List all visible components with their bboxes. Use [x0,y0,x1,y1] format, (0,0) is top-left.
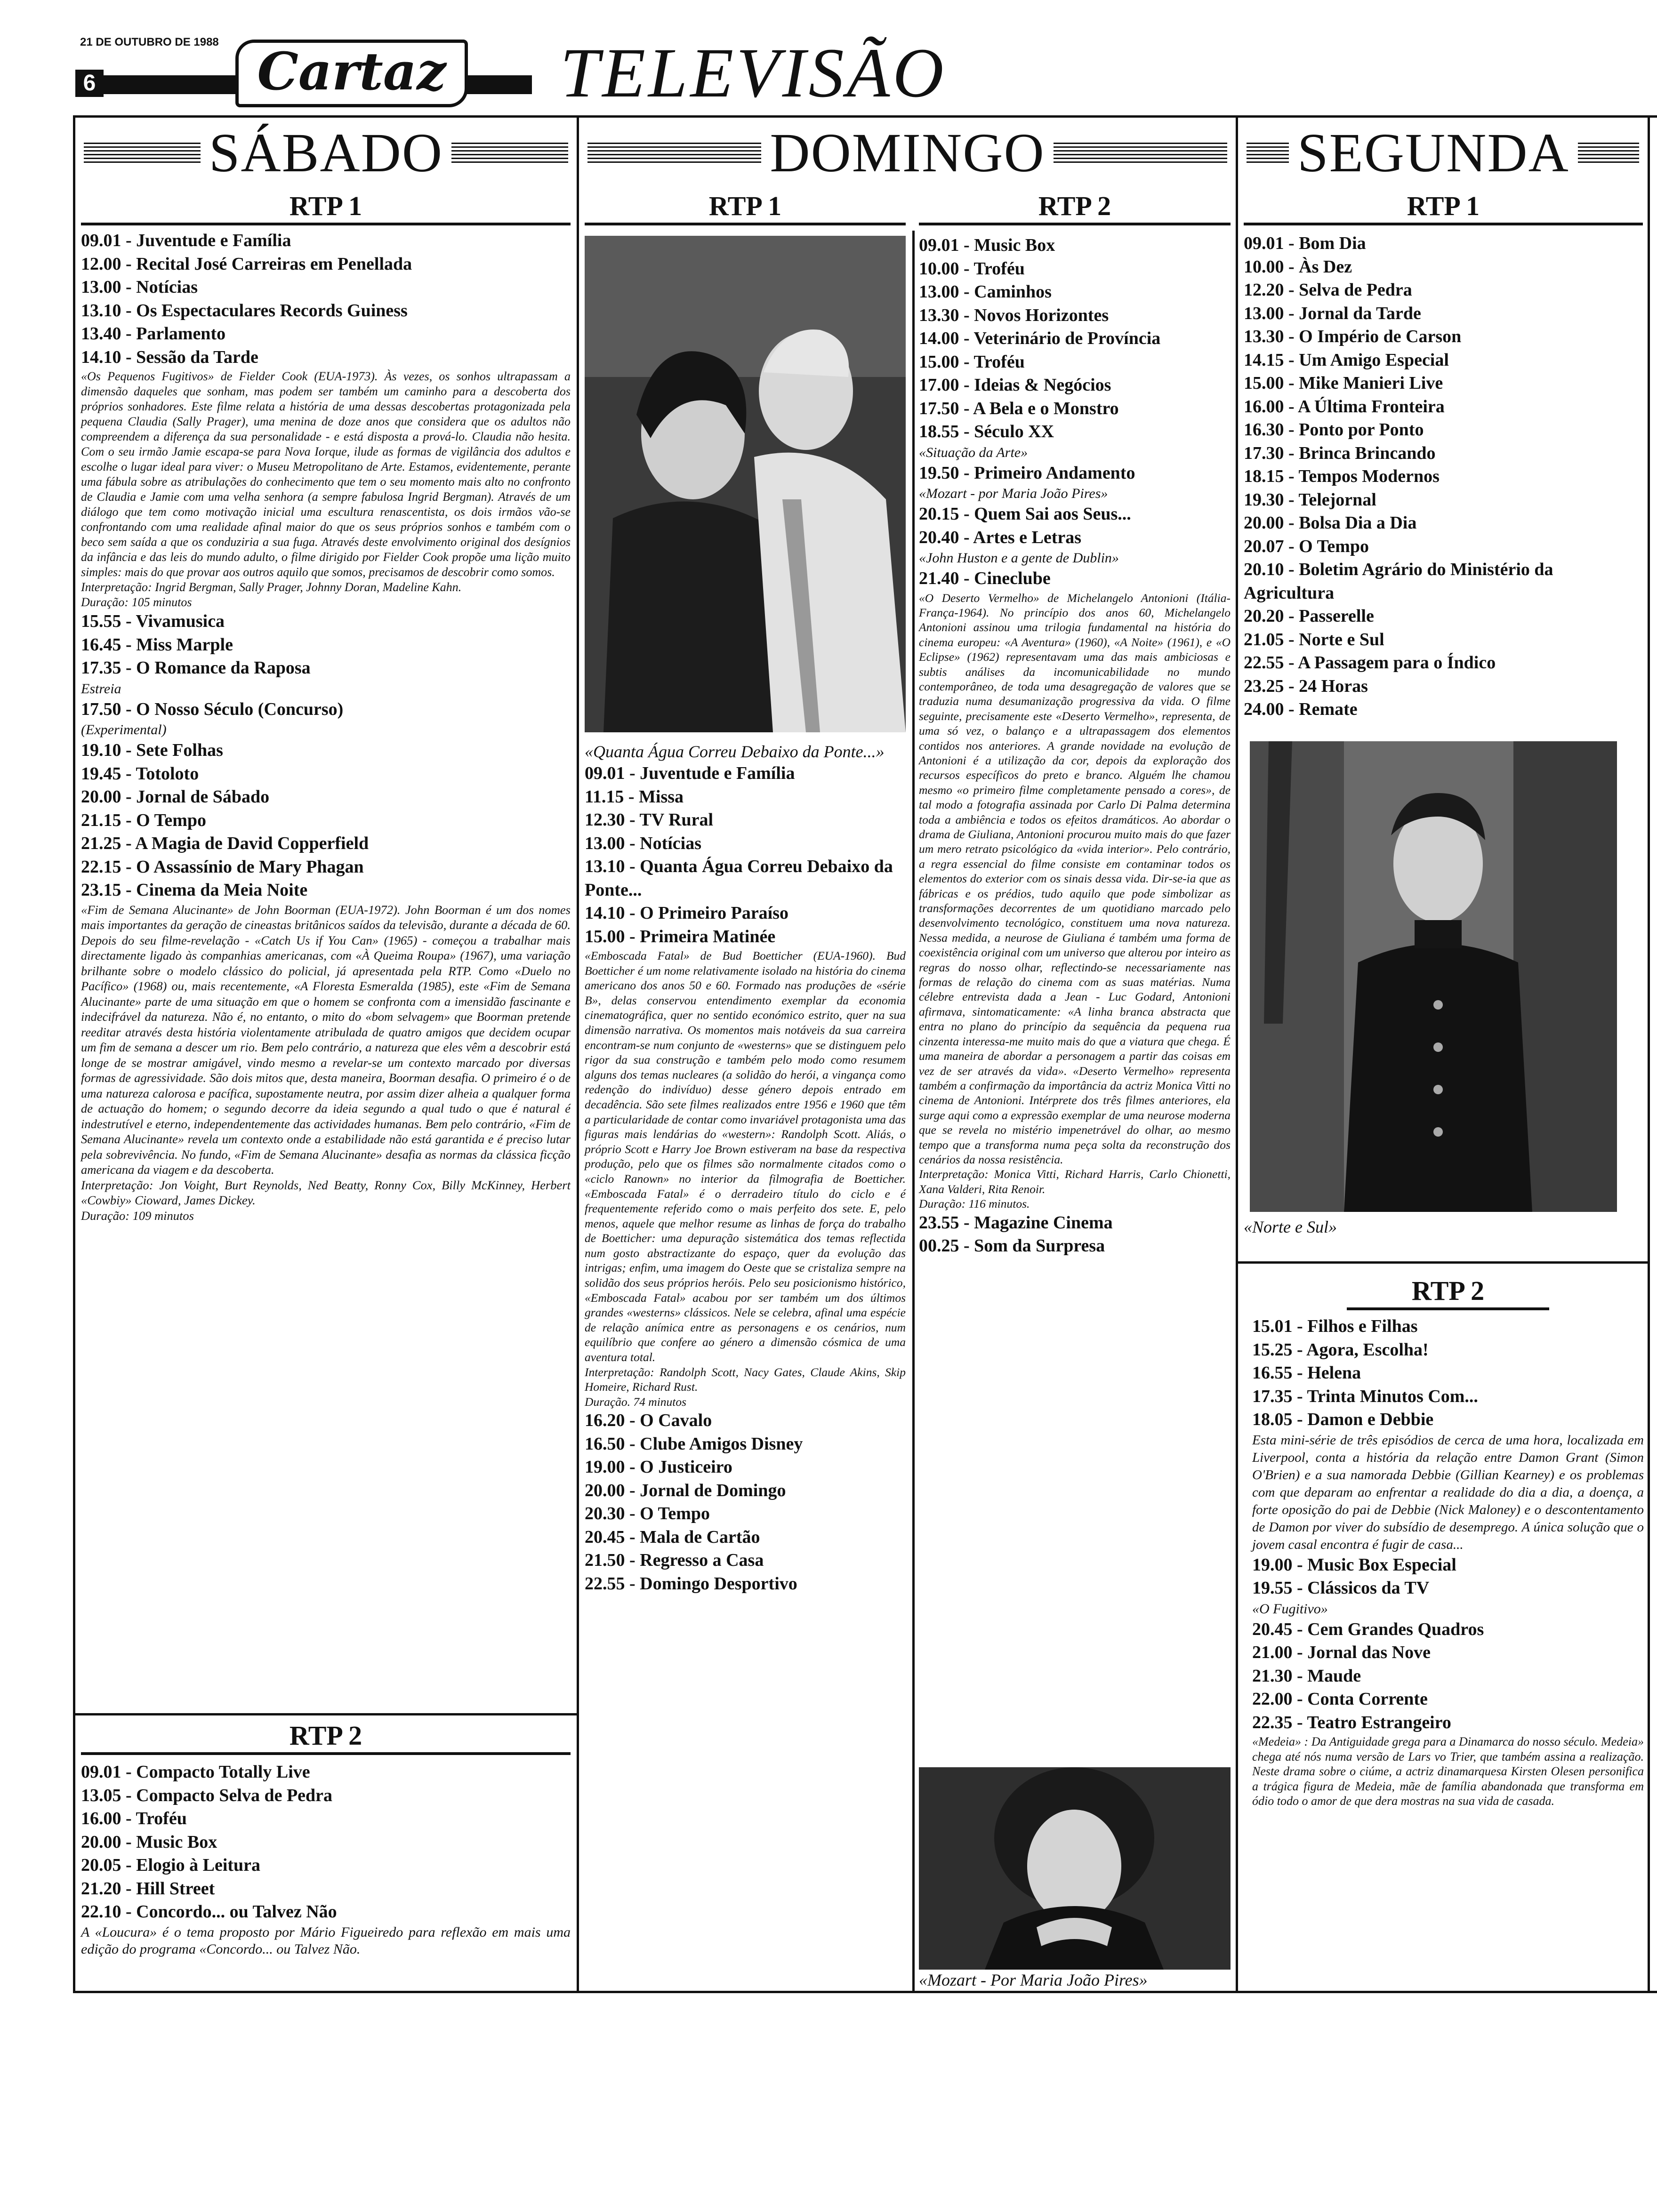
program-item: 22.55 - A Passagem para o Índico [1244,653,1496,673]
program-item: 19.00 - Music Box Especial [1252,1555,1456,1575]
sabado-rtp2 [81,1720,571,1958]
program-description: Esta mini-série de três episódios de cerca de uma hora, localizada em Liverpool, conta a história da relação entre Damon Grant (Simon O'Brien) e a sua namorada Debbie (Gillian Kearney) e os problemas com que deparam ao enfrentar a realidade do dia a dia, a doença, a forte oposição do pai de Debbie (Nick Maloney) e o descontentamento de Damon por viver do subsídio de desemprego. A única solução que o jovem casal encontra é fugir de casa... [1252,1432,1644,1552]
header-stripes [1247,143,1289,163]
photo-quanta-agua [585,236,906,732]
channel-label: RTP 1 [1244,191,1643,225]
program-item: 19.50 - Primeiro Andamento [919,463,1135,483]
program-item: 20.00 - Music Box [81,1832,217,1852]
program-item: 13.30 - Novos Horizontes [919,305,1109,325]
program-tag: Estreia [81,681,121,697]
program-item: 22.55 - Domingo Desportivo [585,1573,797,1594]
program-item: 15.55 - Vivamusica [81,611,225,631]
program-item: 20.00 - Bolsa Dia a Dia [1244,513,1417,533]
program-item: 10.00 - Às Dez [1244,256,1352,277]
program-item: 09.01 - Bom Dia [1244,233,1366,253]
program-description: «Fim de Semana Alucinante» de John Boorman (EUA-1972). John Boorman é um dos nomes mais importantes da geração de cineastas britânicos saídos da televisão, durante a década de 60. Depois do seu filme-revelação - «Catch Us if You Can» (1965) - começou a trabalhar mais directamente ligado às companhias americanas, com «À Queima Roupa» (1967), uma variação brilhante sobre o modelo clássico do policial, já apresentada pela RTP. Como «Duelo no Pacífico» (1968) ou, mais recentemente, «A Floresta Esmeralda (1985), este «Fim de Semana Alucinante» parte de uma situação em que o homem se confronta com a imensidão fascinante e indecifrável da natureza. Não é, no entanto, o mito do «bom selvagem» que Boorman pretende reeditar através desta história violentamente atribulada de quatro amigos que decidem ocupar um fim de semana a descer um rio. Bem pelo contrário, a natureza que eles vêm a descobrir está longe de se mostrar amigável, vindo mesmo a revelar-se um contexto marcado por diversas formas de agressividade. São dois mitos que, desta maneira, Boorman desafia. O primeiro é o de uma natureza calorosa e pacífica, supostamente neutra, por assim dizer alheia a qualquer forma de actuação do homem; o segundo decorre da ideia segundo a qual tudo o que é natural é indestrutível e eterno, independentemente das actividades humanas. Bem pelo contrário, «Fim de Semana Alucinante» revela um contexto onde a estabilidade não está garantida e é preciso lutar pela sobrevivência. No fundo, «Fim de Semana Alucinante» desafia as normas da clássica ficção americana da viagem e da descoberta. [81,902,571,1177]
segunda-rtp1 [1244,191,1643,721]
day-header-domingo [579,118,1236,188]
domingo-rtp1 [585,191,906,1595]
program-item: 11.15 - Missa [585,786,684,807]
program-description: «O Deserto Vermelho» de Michelangelo Antonioni (Itália- França-1964). No princípio dos anos 60, Michelangelo Antonioni assinou uma trilogia fundamental na história do cinema europeu: «A Aventura» (1960), «A Noite» (1961), e «O Eclipse» (1962) representavam uma das mais ambiciosas e subtis análises da incomunicabilidade no mundo contemporâneo, de toda uma desagregação de valores que se traduzia numa desumanização progressiva da vida. O filme seguinte, precisamente este «Deserto Vermelho», representa, de uma só vez, o balanço e a ultrapassagem dos elementos contidos nos anteriores. A grande novidade na evolução de Antonioni é a utilização da cor, depois da exploração dos recursos específicos do preto e branco. Alguém lhe chamou mesmo «o primeiro filme completamente pensado a cores», de tal modo a fotografia assinada por Carlo Di Palma determina toda a ambiência e todos os efeitos dramáticos. Ao abordar o drama de Giuliana, Antonioni procurou muito mais do que fazer um mero retrato psicológico da «vida interior». Pelo contrário, a regra essencial do filme consiste em contaminar todos os elementos do exterior com os sinais dessa vida. Dir-se-ia que as fábricas e os prédios, tudo aquilo que pode simbolizar as transformações decorrentes de um quotidiano marcado pelo desenvolvimento tecnológico, constituem uma nova natureza. Nessa medida, a neurose de Giuliana é também uma forma de coexistência original com um universo que alterou por inteiro as regras do nosso olhar, reflectindo-se necessariamente nas formas de relação do cinema com as suas matérias. Numa célebre entrevista dada a Jean - Luc Godard, Antonioni afirmava, sintomaticamente: «A linha branca abstracta que entra no plano do princípio da sequência da pequena rua cinzenta interessa-me muito mais do que a viatura que chega. É uma maneira de abordar a personagem a partir das coisas em vez de ser através da vida». «Deserto Vermelho» representa também a confirmação da importância da actriz Monica Vitti no cinema de Antonioni. Intérprete dos três filmes anteriores, ela surge aqui como a expressão exemplar de uma neurose moderna que se revela no mistério impenetrável do olhar, ao mesmo tempo que a transforma numa peça solta da reconstrução dos cenários da nossa resistência. [919,591,1231,1166]
program-item: 15.00 - Mike Manieri Live [1244,373,1443,393]
program-item: 20.45 - Cem Grandes Quadros [1252,1619,1484,1639]
header-stripes [84,143,201,163]
program-item: 18.55 - Século XX [919,422,1054,441]
domingo-rtp2 [919,191,1231,1258]
program-item: 13.00 - Jornal da Tarde [1244,303,1421,323]
header-stripes [587,143,761,163]
program-item: 21.50 - Regresso a Casa [585,1550,764,1571]
program-item: 18.05 - Damon e Debbie [1252,1410,1434,1429]
program-item: 21.20 - Hill Street [81,1878,215,1899]
program-tag: «Mozart - por Maria João Pires» [919,486,1108,501]
photo-illustration [585,236,906,732]
day-name: DOMINGO [770,122,1045,184]
photo-caption: «Mozart - Por Maria João Pires» [919,1971,1148,1989]
divider-segunda-rtp2 [1238,1261,1650,1264]
program-item: 16.55 - Helena [1252,1363,1361,1383]
program-item: 19.30 - Telejornal [1244,489,1376,510]
channel-label: RTP 2 [1347,1275,1549,1310]
program-item: 20.30 - O Tempo [585,1504,710,1524]
program-item: 15.00 - Primeira Matinée [585,926,776,946]
program-item: 21.15 - O Tempo [81,810,207,830]
program-item: 09.01 - Juventude e Família [81,231,291,250]
program-item: 09.01 - Music Box [919,235,1055,255]
program-duration: Duração: 116 minutos. [919,1197,1030,1211]
program-item: 21.05 - Norte e Sul [1244,629,1384,649]
program-item: 09.01 - Juventude e Família [585,763,795,783]
sabado-rtp1 [81,191,571,1223]
program-item: 16.45 - Miss Marple [81,634,233,655]
program-duration: Duração. 74 minutos [585,1395,687,1409]
program-tag: (Experimental) [81,722,167,737]
program-item: 12.30 - TV Rural [585,810,714,830]
program-item: 13.10 - Quanta Água Correu Debaixo da Ponte... [585,857,893,900]
program-duration: Duração: 105 minutos [81,595,192,609]
program-item: 19.10 - Sete Folhas [81,740,223,760]
cartaz-logo: Cartaz [235,40,468,107]
program-item: 23.15 - Cinema da Meia Noite [81,880,308,900]
divider-domingo-segunda [1236,115,1238,1993]
program-item: 18.15 - Tempos Modernos [1244,466,1440,486]
header-stripes [1054,143,1227,163]
program-item: 15.25 - Agora, Escolha! [1252,1339,1429,1360]
program-item: 20.00 - Jornal de Sábado [81,787,270,807]
program-item: 16.30 - Ponto por Ponto [1244,420,1424,440]
day-name: SEGUNDA [1297,122,1569,184]
divider-sabado-domingo [577,115,579,1993]
day-name: SÁBADO [209,122,443,184]
issue-date: 21 DE OUTUBRO DE 1988 [80,36,219,48]
photo-illustration [1250,741,1617,1212]
program-item: 20.45 - Mala de Cartão [585,1527,760,1547]
photo-norte-e-sul [1250,741,1617,1212]
program-item: 22.10 - Concordo... ou Talvez Não [81,1902,337,1922]
photo-mozart [919,1767,1231,1970]
program-item: 19.55 - Clássicos da TV [1252,1578,1430,1598]
program-item: 17.00 - Ideias & Negócios [919,375,1111,395]
program-item: 12.20 - Selva de Pedra [1244,280,1412,300]
program-cast: Interpretação: Randolph Scott, Nacy Gates, Claude Akins, Skip Homeire, Richard Rust. [585,1365,906,1394]
program-description: A «Loucura» é o tema proposto por Mário Figueiredo para reflexão em mais uma edição do programa «Concordo... ou Talvez Não. [81,1924,571,1957]
program-item: 20.15 - Quem Sai aos Seus... [919,504,1131,524]
program-item: 15.00 - Troféu [919,352,1025,372]
divider-sabado-rtp2 [75,1713,578,1715]
program-item: 21.30 - Maude [1252,1666,1361,1686]
program-cast: Interpretação: Jon Voight, Burt Reynolds, Ned Beatty, Ronny Cox, Billy McKinney, Herbert «Cowbiy» Cioward, James Dickey. [81,1178,571,1207]
program-item: 13.10 - Os Espectaculares Records Guiness [81,300,408,321]
channel-label: RTP 2 [81,1720,571,1755]
program-item: 22.35 - Teatro Estrangeiro [1252,1712,1451,1732]
program-item: 17.30 - Brinca Brincando [1244,443,1436,463]
divider-segunda-right [1648,115,1650,1993]
program-item: 17.35 - Trinta Minutos Com... [1252,1386,1478,1406]
program-cast: Interpretação: Monica Vitti, Richard Harris, Carlo Chionetti, Xana Valderi, Rita Renoir. [919,1167,1231,1196]
channel-label: RTP 2 [919,191,1231,225]
program-item: 20.20 - Passerelle [1244,606,1374,626]
program-item: 10.00 - Troféu [919,258,1025,279]
program-item: 16.00 - A Última Fronteira [1244,396,1445,417]
photo-illustration [919,1767,1231,1970]
channel-label: RTP 1 [585,191,906,225]
program-item: 20.05 - Elogio à Leitura [81,1855,261,1875]
day-header-segunda [1238,118,1648,188]
program-cast: Interpretação: Ingrid Bergman, Sally Prager, Johnny Doran, Madeline Kahn. [81,580,462,594]
program-item: 14.10 - Sessão da Tarde [81,347,258,367]
program-item: 21.25 - A Magia de David Copperfield [81,834,369,853]
program-item: 24.00 - Remate [1244,699,1358,719]
program-tag: «John Huston e a gente de Dublin» [919,550,1119,566]
program-item: 13.40 - Parlamento [81,324,226,344]
program-item: 23.25 - 24 Horas [1244,676,1368,696]
program-item: 14.00 - Veterinário de Província [919,329,1161,348]
program-item: 20.40 - Artes e Letras [919,527,1082,547]
program-item: 15.01 - Filhos e Filhas [1252,1316,1418,1336]
program-item: 22.00 - Conta Corrente [1252,1689,1428,1709]
program-item: 14.10 - O Primeiro Paraíso [585,903,789,923]
program-item: 17.50 - A Bela e o Monstro [919,398,1119,418]
segunda-rtp2 [1252,1275,1644,1809]
program-item: 19.00 - O Justiceiro [585,1457,732,1477]
program-item: 21.00 - Jornal das Nove [1252,1643,1431,1662]
section-title: TELEVISÃO [560,34,947,112]
photo-caption: «Norte e Sul» [1244,1218,1337,1236]
program-item: 13.00 - Notícias [585,833,702,853]
program-item: 21.40 - Cineclube [919,569,1051,588]
program-item: 13.00 - Notícias [81,277,198,297]
program-item: 16.00 - Troféu [81,1809,187,1828]
program-description: «Os Pequenos Fugitivos» de Fielder Cook (EUA-1973). Às vezes, os sonhos ultrapassam a dimensão daqueles que sonham, mas podem ser também um caminho para a descoberta dos próprios sonhadores. Este filme relata a história de uma dessas descobertas protagonizada pela pequena Claudia (Sally Prager), uma menina de doze anos que considera que os adultos não compreendem a diferença da sua personalidade - e está disposta a prová-lo. Claudia não hesita. Com o seu irmão Jamie escapa-se para Nova Iorque, ilude as formas de vigilância dos adultos e escolhe o lugar ideal para viver: o Museu Metropolitano de Arte. Estamos, evidentemente, perante uma fábula sobre as atribulações do conhecimento que tem o seu momento mais alto no confronto de Claudia e Jamie com uma velha senhora (a sempre fabulosa Ingrid Bergman). Através de um diálogo que tem como motivação inicial uma escultura renascentista, os dois irmãos vão-se confrontando com uma realidade afinal maior do que os seus próprios sonhos e também com o beco sem saída a que os conduziria a sua fuga. Através deste envolvimento original dos desígnios da infância e das leis do mundo adulto, o filme dirigido por Fielder Cook propõe uma lição muito simples: mais do que provar aos outros aquilo que somos, precisamos de descobrir como somos. [81,369,571,579]
program-item: 17.50 - O Nosso Século (Concurso) [81,699,344,719]
program-item: 20.10 - Boletim Agrário do Ministério da Agricultura [1244,560,1553,603]
header-stripes [451,143,568,163]
header-stripes [1578,143,1639,163]
program-item: 09.01 - Compacto Totally Live [81,1762,310,1782]
program-item: 00.25 - Som da Surpresa [919,1236,1105,1256]
program-item: 23.55 - Magazine Cinema [919,1212,1113,1233]
program-item: 17.35 - O Romance da Raposa [81,658,311,678]
program-tag: «O Fugitivo» [1252,1601,1328,1617]
photo-caption: «Quanta Água Correu Debaixo da Ponte...» [585,742,885,761]
program-item: 22.15 - O Assassínio de Mary Phagan [81,857,364,877]
program-item: 14.15 - Um Amigo Especial [1244,350,1449,370]
program-item: 13.30 - O Império de Carson [1244,327,1462,346]
program-item: 12.00 - Recital José Carreiras em Penellada [81,254,412,274]
day-header-sabado [75,118,577,188]
program-description: «Medeia» : Da Antiguidade grega para a Dinamarca do nosso século. Medeia» chega até nós numa versão de Lars vo Trier, que também assina a realização. Neste drama sobre o ciúme, a actriz dinamarquesa Kirsten Olesen personifica a trágica figura de Medeia, mãe de família abandonada que transforma em ódio todo o amor de que dera mostras na sua vida de casada. [1252,1735,1644,1808]
divider-domingo-rtp1-rtp2 [912,231,915,1993]
program-item: 13.00 - Caminhos [919,282,1052,302]
program-item: 20.07 - O Tempo [1244,536,1369,556]
program-item: 19.45 - Totoloto [81,763,199,784]
program-description: «Emboscada Fatal» de Bud Boetticher (EUA-1960). Bud Boetticher é um nome relativamente isolado na história do cinema americano dos anos 50 e 60. Formado nas produções de «série B», delas conservou entendimento exemplar da economia cinematográfica, quer no sentido económico estrito, quer na sua dimensão narrativa. Os momentos mais notáveis da sua carreira encontram-se num conjunto de «westerns» que se distinguem pelo rigor da sua construção e também pelo modo como resumem alguns dos temas nucleares (a solidão do herói, a vingança como redenção do indivíduo) desse género depois entrado em decadência. São sete filmes realizados entre 1956 e 1960 que têm a particularidade de contar como invariável protagonista uma das figuras mais lendárias do «western»: Randolph Scott. Aliás, o próprio Scott e Harry Joe Brown estiveram na base da respectiva produção, pelo que os filmes são normalmente citados como o «ciclo Ranown» no interior da filmografia de Boetticher. «Emboscada Fatal» é o derradeiro título do ciclo e é frequentemente referido como o mais perfeito dos sete. E, pelo menos, aquele que melhor resume as linhas de força do trabalho de Boetticher: uma depuração sistemática dos temas reflectida num gosto abstractizante do espaço, quer da evolução das intrigas; enfim, uma imagem do Oeste que se cristaliza sempre na solidão dos seus próprios heróis. Pelo seu posicionismo histórico, «Emboscada Fatal» acabou por ser também um dos últimos grandes «westerns» clássicos. Nele se celebra, afinal uma espécie de relação anímica entre as personagens e os cenários, num equilíbrio que confere ao género a dimensão cósmica de uma aventura total. [585,949,906,1364]
program-duration: Duração: 109 minutos [81,1208,194,1223]
program-item: 13.05 - Compacto Selva de Pedra [81,1785,333,1805]
program-tag: «Situação da Arte» [919,444,1028,460]
page-number: 6 [75,70,104,97]
program-item: 16.20 - O Cavalo [585,1411,712,1431]
program-item: 16.50 - Clube Amigos Disney [585,1434,803,1454]
program-item: 20.00 - Jornal de Domingo [585,1480,786,1500]
channel-label: RTP 1 [81,191,571,225]
